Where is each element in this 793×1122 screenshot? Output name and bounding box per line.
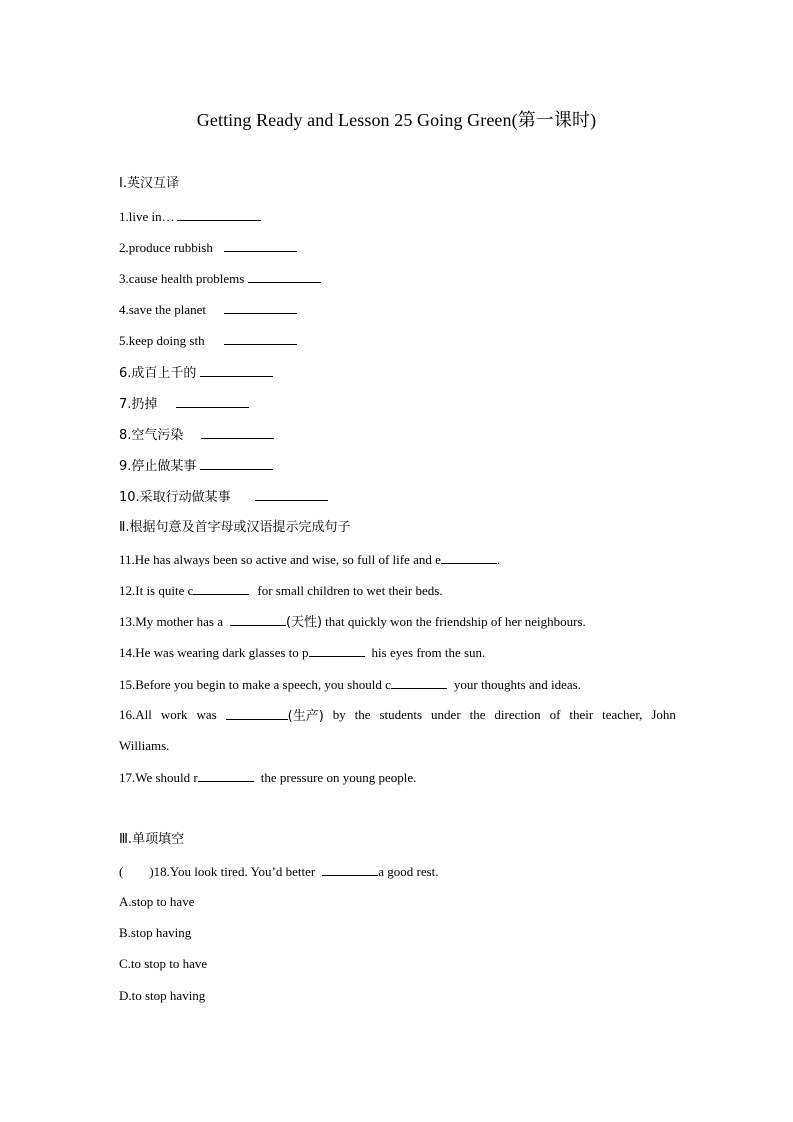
- question-14-end: his eyes from the sun.: [371, 645, 486, 660]
- item-2-text: 2.produce rubbish: [119, 240, 213, 255]
- answer-blank[interactable]: [391, 676, 447, 689]
- answer-blank[interactable]: [176, 395, 249, 408]
- question-16-word: the: [354, 707, 371, 722]
- item-1-text: 1.live in…: [119, 209, 175, 224]
- item-9-text: 9.停止做某事: [119, 459, 197, 474]
- item-7: [119, 395, 249, 413]
- answer-blank[interactable]: [230, 613, 286, 626]
- answer-parenthesis[interactable]: ( ): [119, 864, 154, 879]
- question-17-end: the pressure on young people.: [260, 770, 417, 785]
- answer-blank[interactable]: [224, 301, 297, 314]
- answer-blank[interactable]: [224, 239, 297, 252]
- question-16-blank-group: [226, 707, 324, 725]
- question-18: [119, 863, 439, 880]
- question-18-end: a good rest.: [378, 864, 439, 879]
- question-12-end: for small children to wet their beds.: [257, 583, 443, 598]
- option-a: A.stop to have: [119, 894, 195, 909]
- answer-blank[interactable]: [255, 488, 328, 501]
- option-d: D.to stop having: [119, 988, 206, 1003]
- item-3-text: 3.cause health problems: [119, 271, 245, 286]
- section-2-heading: Ⅱ.根据句意及首字母或汉语提示完成句子: [119, 520, 351, 535]
- question-16: [119, 707, 676, 725]
- question-13-hint: (天性): [285, 615, 323, 630]
- item-5-text: 5.keep doing sth: [119, 333, 205, 348]
- item-6: [119, 364, 273, 382]
- answer-blank[interactable]: [322, 863, 378, 876]
- item-9: [119, 457, 273, 475]
- question-16-word: John: [651, 707, 676, 722]
- question-14: [119, 644, 485, 661]
- item-5: [119, 332, 297, 349]
- option-c: C.to stop to have: [119, 956, 208, 971]
- item-6-text: 6.成百上千的: [119, 366, 197, 381]
- item-7-text: 7.扔掉: [119, 397, 158, 412]
- question-16-word: their: [569, 707, 594, 722]
- question-18-text: 18.You look tired. You’d better: [153, 864, 316, 879]
- question-16-hint: (生产): [287, 709, 324, 724]
- question-12: [119, 582, 443, 599]
- question-14-text: 14.He was wearing dark glasses to p: [119, 645, 309, 660]
- item-10-text: 10.采取行动做某事: [119, 490, 231, 505]
- item-1: [119, 208, 261, 225]
- answer-blank[interactable]: [441, 551, 497, 564]
- answer-blank[interactable]: [224, 332, 297, 345]
- answer-blank[interactable]: [200, 457, 273, 470]
- question-16-word: work: [160, 707, 188, 722]
- question-13-text: 13.My mother has a: [119, 614, 223, 629]
- question-11-text: 11.He has always been so active and wise, so full of life and e: [119, 552, 441, 567]
- question-16-word: by: [332, 707, 346, 722]
- answer-blank[interactable]: [248, 270, 321, 283]
- item-3: [119, 270, 321, 287]
- answer-blank[interactable]: [177, 208, 261, 221]
- question-17-text: 17.We should r: [119, 770, 198, 785]
- question-13-end: that quickly won the friendship of her neighbours.: [325, 614, 586, 629]
- question-12-text: 12.It is quite c: [119, 583, 194, 598]
- answer-blank[interactable]: [193, 582, 249, 595]
- question-13: [119, 613, 586, 631]
- answer-blank[interactable]: [198, 769, 254, 782]
- question-16-word: the: [469, 707, 486, 722]
- question-16-word: of: [549, 707, 561, 722]
- question-16-word: teacher,: [602, 707, 643, 722]
- question-16-word: under: [431, 707, 461, 722]
- answer-blank[interactable]: [200, 364, 273, 377]
- question-11: [119, 551, 500, 568]
- item-4-text: 4.save the planet: [119, 302, 206, 317]
- item-4: [119, 301, 297, 318]
- question-15-end: your thoughts and ideas.: [453, 677, 581, 692]
- answer-blank[interactable]: [309, 644, 365, 657]
- question-16-word: 16.All: [119, 707, 152, 722]
- worksheet-title: Getting Ready and Lesson 25 Going Green(第一课时): [196, 110, 597, 130]
- item-10: [119, 488, 328, 506]
- section-1-heading: Ⅰ.英汉互译: [119, 176, 179, 191]
- question-16-word: was: [196, 707, 217, 722]
- answer-blank[interactable]: [226, 707, 288, 720]
- section-3-heading: Ⅲ.单项填空: [119, 832, 185, 847]
- question-16-continued: Williams.: [119, 738, 170, 753]
- question-11-end: .: [496, 552, 501, 567]
- question-17: [119, 769, 416, 786]
- item-8-text: 8.空气污染: [119, 428, 184, 443]
- question-16-word: students: [379, 707, 423, 722]
- question-15: [119, 676, 581, 693]
- item-2: [119, 239, 297, 256]
- question-15-text: 15.Before you begin to make a speech, you should c: [119, 677, 391, 692]
- item-8: [119, 426, 274, 444]
- question-16-word: direction: [494, 707, 541, 722]
- option-b: B.stop having: [119, 925, 192, 940]
- answer-blank[interactable]: [201, 426, 274, 439]
